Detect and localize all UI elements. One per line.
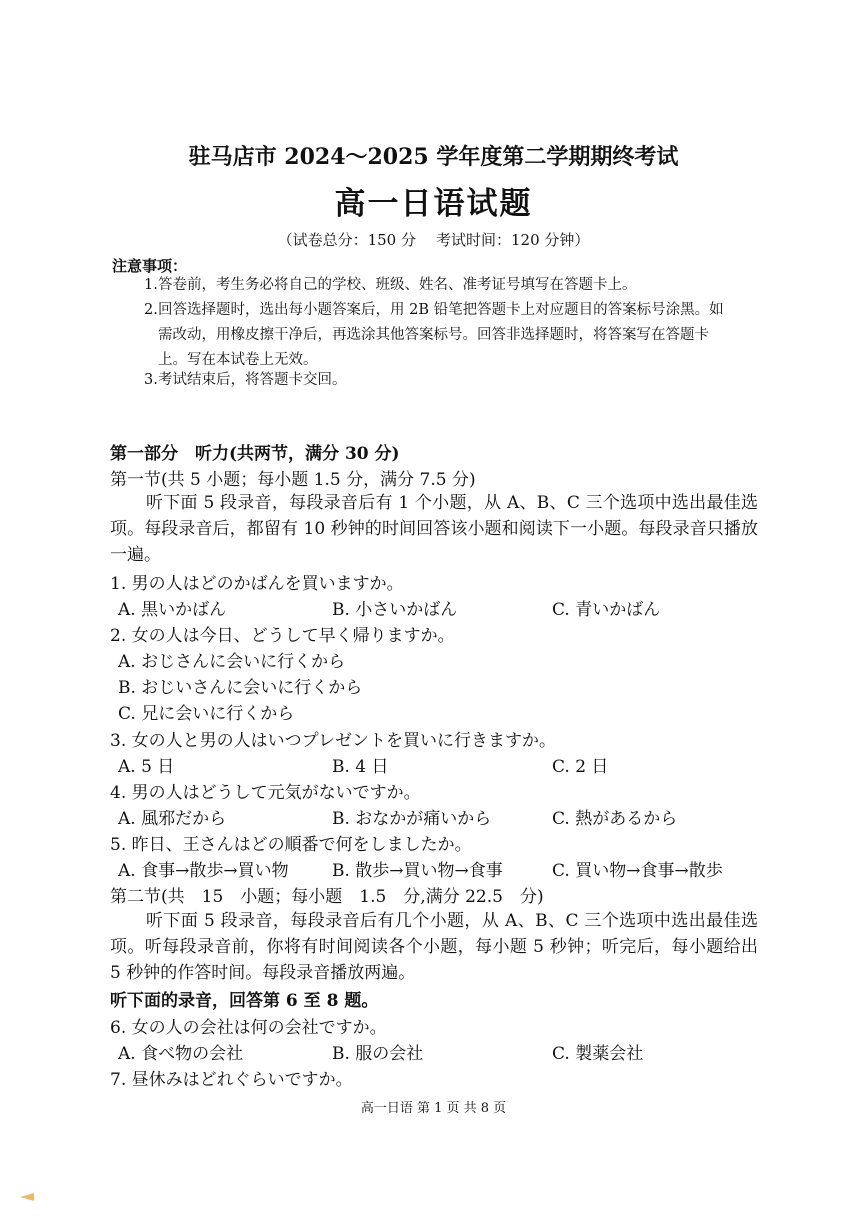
question-4: 4. 男の人はどうして元気がないですか。	[110, 783, 421, 803]
group-heading: 听下面的录音，回答第 6 至 8 题。	[110, 991, 379, 1011]
q3-option-a: A. 5 日	[118, 757, 175, 777]
note-item-3: 3.考试结束后，将答题卡交回。	[144, 372, 347, 388]
exam-title: 驻马店市 2024～2025 学年度第二学期期终考试	[188, 144, 679, 170]
q1-option-c: C. 青いかばん	[552, 600, 661, 620]
q3-option-c: C. 2 日	[552, 757, 609, 777]
scan-mark	[20, 1193, 34, 1201]
q5-option-a: A. 食事→散歩→買い物	[118, 861, 289, 881]
q5-option-c: C. 買い物→食事→散歩	[552, 861, 723, 881]
part1-heading: 第一部分 听力(共两节，满分 30 分)	[110, 444, 400, 464]
question-3: 3. 女の人と男の人はいつプレゼントを買いに行きますか。	[110, 731, 556, 751]
exam-time: 考试时间：120 分钟）	[436, 231, 590, 249]
q6-option-a: A. 食べ物の会社	[118, 1044, 244, 1064]
q1-option-a: A. 黒いかばん	[118, 600, 227, 620]
section1-instructions: 听下面 5 段录音，每段录音后有 1 个小题，从 A、B、C 三个选项中选出最佳选项。每段录音后，都留有 10 秒钟的时间回答该小题和阅读下一小题。每段录音只播放一遍。	[110, 493, 758, 565]
question-1: 1. 男の人はどのかばんを買いますか。	[110, 574, 404, 594]
question-6: 6. 女の人の会社は何の会社ですか。	[110, 1018, 387, 1038]
page-footer: 高一日语 第 1 页 共 8 页	[360, 1101, 507, 1116]
q6-option-c: C. 製薬会社	[552, 1044, 644, 1064]
notes-title: 注意事项：	[112, 257, 188, 275]
total-score: （试卷总分：150 分	[277, 231, 416, 249]
note-item-2: 2.回答选择题时，选出每小题答案后，用 2B 铅笔把答题卡上对应题目的答案标号涂黑。如 需改动，用橡皮擦干净后，再选涂其他答案标号。回答非选择题时，将答案写在答题卡 上。写在本试卷上无效。	[144, 302, 724, 368]
question-7: 7. 昼休みはどれぐらいですか。	[110, 1070, 353, 1090]
exam-meta	[0, 229, 867, 250]
note-item-1: 1.答卷前，考生务必将自己的学校、班级、姓名、准考证号填写在答题卡上。	[144, 277, 637, 293]
section2-instructions: 听下面 5 段录音，每段录音后有几个小题，从 A、B、C 三个选项中选出最佳选项。听每段录音前，你将有时间阅读各个小题，每小题 5 秒钟；听完后，每小题给出 5 秒钟的作答时间。每段录音播放两遍。	[110, 911, 758, 983]
question-5: 5. 昨日、王さんはどの順番で何をしましたか。	[110, 835, 472, 855]
q4-option-c: C. 熱があるから	[552, 809, 678, 829]
q4-option-a: A. 風邪だから	[118, 809, 227, 829]
q4-option-b: B. おなかが痛いから	[332, 809, 492, 829]
section2-heading: 第二节(共 15 小题；每小题 1.5 分,满分 22.5 分)	[110, 887, 544, 907]
q2-option-a: A. おじさんに会いに行くから	[118, 652, 346, 672]
q5-option-b: B. 散歩→買い物→食事	[332, 861, 503, 881]
q2-option-b: B. おじいさんに会いに行くから	[118, 678, 363, 698]
q6-option-b: B. 服の会社	[332, 1044, 424, 1064]
q3-option-b: B. 4 日	[332, 757, 389, 777]
q2-option-c: C. 兄に会いに行くから	[118, 704, 295, 724]
section1-heading: 第一节(共 5 小题；每小题 1.5 分，满分 7.5 分)	[110, 470, 476, 490]
question-2: 2. 女の人は今日、どうして早く帰りますか。	[110, 626, 455, 646]
subject-title: 高一日语试题	[334, 186, 533, 222]
q1-option-b: B. 小さいかばん	[332, 600, 458, 620]
